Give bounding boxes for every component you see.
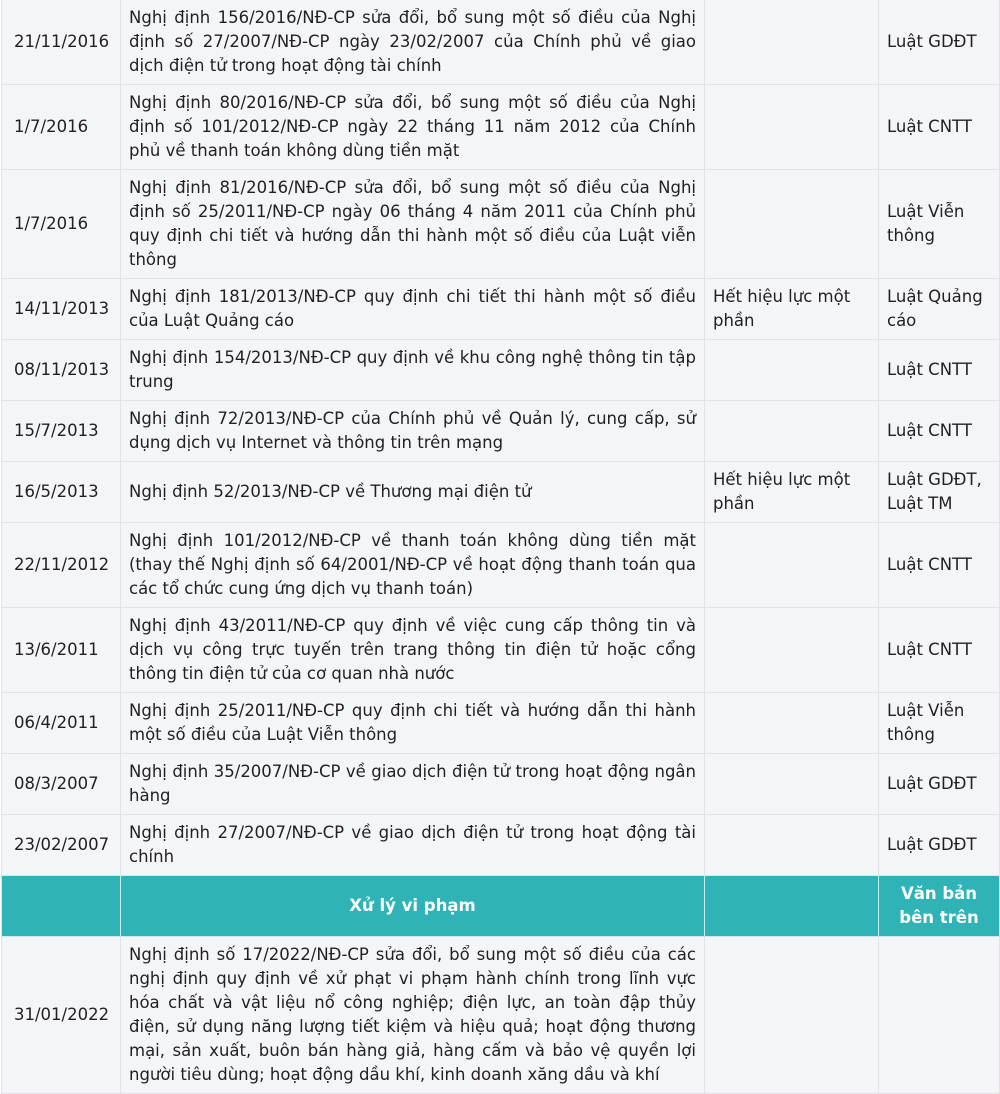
title-cell: Nghị định 25/2011/NĐ-CP quy định chi tiết và hướng dẫn thi hành một số điều của Luật Viễn thông	[121, 693, 705, 754]
table-row	[2, 608, 1000, 693]
status-cell	[705, 401, 879, 462]
regulation-table	[1, 0, 1000, 1094]
status-cell	[705, 937, 879, 1094]
status-cell: Hết hiệu lực một phần	[705, 462, 879, 523]
title-cell: Nghị định 181/2013/NĐ-CP quy định chi tiết thi hành một số điều của Luật Quảng cáo	[121, 279, 705, 340]
date-cell: 08/11/2013	[2, 340, 121, 401]
table-row	[2, 85, 1000, 170]
law-cell: Luật GDĐT	[879, 815, 1000, 876]
status-cell	[705, 0, 879, 85]
date-cell: 22/11/2012	[2, 523, 121, 608]
date-cell: 13/6/2011	[2, 608, 121, 693]
law-cell: Luật CNTT	[879, 340, 1000, 401]
section-status-cell	[705, 876, 879, 937]
law-cell: Luật Viễn thông	[879, 693, 1000, 754]
table-row	[2, 0, 1000, 85]
law-cell: Luật Quảng cáo	[879, 279, 1000, 340]
title-cell: Nghị định 154/2013/NĐ-CP quy định về khu công nghệ thông tin tập trung	[121, 340, 705, 401]
title-cell: Nghị định 43/2011/NĐ-CP quy định về việc cung cấp thông tin và dịch vụ công trực tuyến trên trang thông tin điện tử hoặc cổng thông tin điện tử của cơ quan nhà nước	[121, 608, 705, 693]
status-cell	[705, 815, 879, 876]
date-cell: 06/4/2011	[2, 693, 121, 754]
table-row	[2, 523, 1000, 608]
title-cell: Nghị định 80/2016/NĐ-CP sửa đổi, bổ sung một số điều của Nghị định số 101/2012/NĐ-CP ngày 22 tháng 11 năm 2012 của Chính phủ về thanh toán không dùng tiền mặt	[121, 85, 705, 170]
status-cell	[705, 754, 879, 815]
law-cell: Luật Viễn thông	[879, 170, 1000, 279]
section-date-cell	[2, 876, 121, 937]
table-row	[2, 815, 1000, 876]
title-cell: Nghị định 101/2012/NĐ-CP về thanh toán không dùng tiền mặt (thay thế Nghị định số 64/2001/NĐ-CP về hoạt động thanh toán qua các tổ chức cung ứng dịch vụ thanh toán)	[121, 523, 705, 608]
law-cell: Luật GDĐT, Luật TM	[879, 462, 1000, 523]
section-law-label: Văn bản bên trên	[879, 876, 1000, 937]
date-cell: 08/3/2007	[2, 754, 121, 815]
status-cell	[705, 170, 879, 279]
table-row	[2, 693, 1000, 754]
table-row	[2, 462, 1000, 523]
date-cell: 16/5/2013	[2, 462, 121, 523]
status-cell: Hết hiệu lực một phần	[705, 279, 879, 340]
law-cell: Luật GDĐT	[879, 754, 1000, 815]
title-cell: Nghị định 52/2013/NĐ-CP về Thương mại điện tử	[121, 462, 705, 523]
law-cell	[879, 937, 1000, 1094]
date-cell: 31/01/2022	[2, 937, 121, 1094]
title-cell: Nghị định 156/2016/NĐ-CP sửa đổi, bổ sung một số điều của Nghị định số 27/2007/NĐ-CP ngày 23/02/2007 của Chính phủ về giao dịch điện tử trong hoạt động tài chính	[121, 0, 705, 85]
date-cell: 1/7/2016	[2, 170, 121, 279]
date-cell: 23/02/2007	[2, 815, 121, 876]
date-cell: 21/11/2016	[2, 0, 121, 85]
date-cell: 14/11/2013	[2, 279, 121, 340]
law-cell: Luật CNTT	[879, 401, 1000, 462]
title-cell: Nghị định 35/2007/NĐ-CP về giao dịch điện tử trong hoạt động ngân hàng	[121, 754, 705, 815]
table-row	[2, 754, 1000, 815]
table-row	[2, 937, 1000, 1094]
status-cell	[705, 693, 879, 754]
title-cell: Nghị định số 17/2022/NĐ-CP sửa đổi, bổ sung một số điều của các nghị định quy định về xử phạt vi phạm hành chính trong lĩnh vực hóa chất và vật liệu nổ công nghiệp; điện lực, an toàn đập thủy điện, sử dụng năng lượng tiết kiệm và hiệu quả; hoạt động thương mại, sản xuất, buôn bán hàng giả, hàng cấm và bảo vệ quyền lợi người tiêu dùng; hoạt động dầu khí, kinh doanh xăng dầu và khí	[121, 937, 705, 1094]
title-cell: Nghị định 81/2016/NĐ-CP sửa đổi, bổ sung một số điều của Nghị định số 25/2011/NĐ-CP ngày 06 tháng 4 năm 2011 của Chính phủ quy định chi tiết và hướng dẫn thi hành một số điều của Luật viễn thông	[121, 170, 705, 279]
status-cell	[705, 85, 879, 170]
section-header-row	[2, 876, 1000, 937]
status-cell	[705, 340, 879, 401]
table-row	[2, 401, 1000, 462]
table-row	[2, 170, 1000, 279]
section-title: Xử lý vi phạm	[121, 876, 705, 937]
law-cell: Luật CNTT	[879, 608, 1000, 693]
table-row	[2, 340, 1000, 401]
law-cell: Luật GDĐT	[879, 0, 1000, 85]
table-row	[2, 279, 1000, 340]
status-cell	[705, 523, 879, 608]
law-cell: Luật CNTT	[879, 85, 1000, 170]
date-cell: 1/7/2016	[2, 85, 121, 170]
status-cell	[705, 608, 879, 693]
law-cell: Luật CNTT	[879, 523, 1000, 608]
title-cell: Nghị định 27/2007/NĐ-CP về giao dịch điện tử trong hoạt động tài chính	[121, 815, 705, 876]
title-cell: Nghị định 72/2013/NĐ-CP của Chính phủ về Quản lý, cung cấp, sử dụng dịch vụ Internet và thông tin trên mạng	[121, 401, 705, 462]
date-cell: 15/7/2013	[2, 401, 121, 462]
